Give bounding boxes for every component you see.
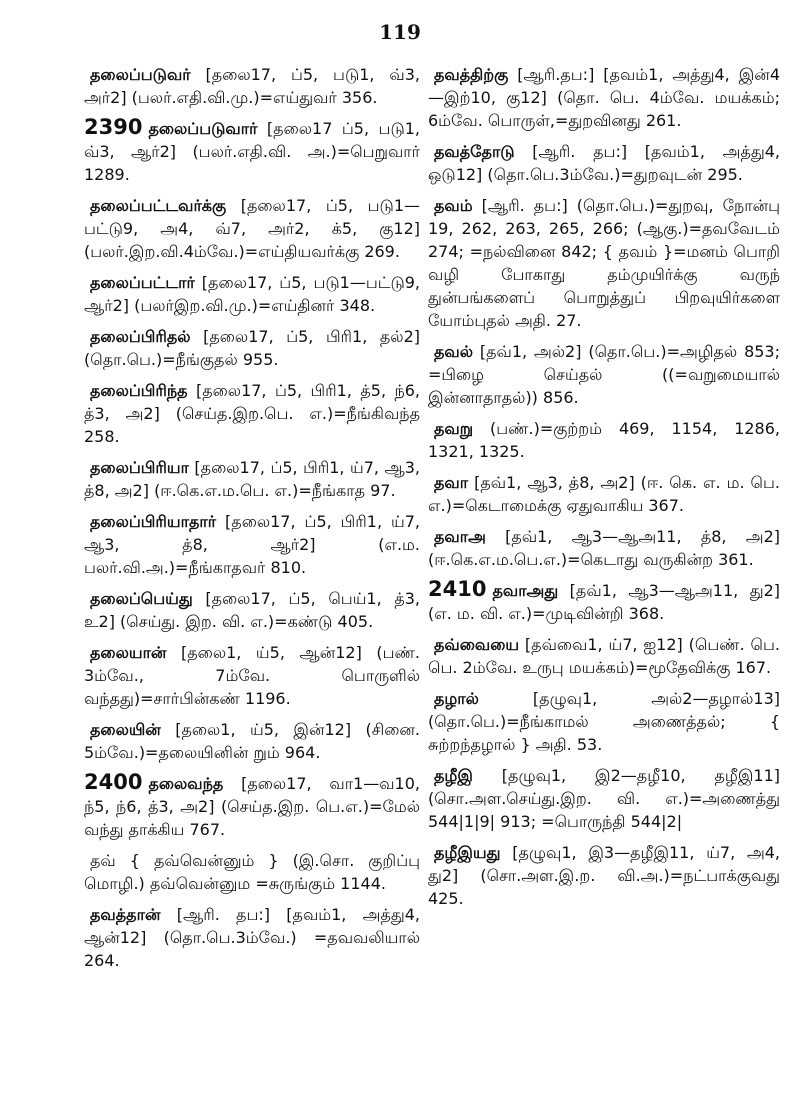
entry-headword: தவாஅ — [434, 527, 486, 546]
entry-definition: [தலை17, ப்5, பெய்1, த்3, உ2] (செய்து. இற. வி. எ.)=கண்டு 405. — [84, 589, 420, 631]
entry-definition: [தலை17, ப்5, பிரி1, ய்7, ஆ3, த்8, ஆர்2] (எ.ம. பலர்.வி.அ.)=நீங்காதவர் 810. — [84, 512, 420, 577]
entry-headword: தலைவந்த — [148, 774, 224, 793]
entry-headword: தவத்திற்கு — [434, 65, 509, 84]
dictionary-entry — [84, 586, 420, 633]
entry-headword: தவத்தோடு — [434, 142, 515, 161]
left-column — [84, 62, 420, 979]
entry-headword: தலைப்படுவர் — [90, 65, 191, 84]
page-number: 119 — [379, 20, 421, 44]
entry-definition: [தழுவு1, இ2—தழீ10, தழீஇ11] (சொ.அள.செய்து.இற. வி. எ.)=அணைத்து 544|1|9| 913; =பொருந்தி 544|2| — [428, 766, 780, 831]
dictionary-entry — [428, 686, 780, 756]
dictionary-entry — [84, 378, 420, 448]
entry-headword: தவாஅது — [492, 581, 559, 600]
entry-headword: தலைப்பட்டவர்க்கு — [90, 196, 227, 215]
entry-headword: தலையின் — [90, 720, 161, 739]
entry-definition: [ஆரி. தப:] (தொ.பெ.)=துறவு, நோன்பு 19, 262, 263, 265, 266; (ஆகு.)=தவவேடம் 274; =நல்வினை 842; { தவம் }=மனம் பொறி வழி போகாது தம்முயிர்க்கு வருந் துன்பங்களைப் பொறுத்துப் பிறவுயிர்களை யோம்புதல் அதி. 27. — [428, 196, 780, 330]
dictionary-entry — [428, 632, 780, 679]
entry-headword: தலைப்பிரியா — [90, 458, 189, 477]
entry-headword: தலைப்பட்டார் — [90, 273, 195, 292]
entry-definition: [ஆரி.தப:] [தவம்1, அத்து4, இன்4—இற்10, கு12] (தொ. பெ. 4ம்வே. மயக்கம்; 6ம்வே. பொருள்,=துறவினது 261. — [428, 65, 780, 130]
dictionary-entry — [84, 771, 420, 841]
dictionary-entry — [84, 455, 420, 502]
entry-definition: [தவ்வை1, ய்7, ஐ12] (பெண். பெ. பெ. 2ம்வே. உருபு மயக்கம்)=மூதேவிக்கு 167. — [428, 635, 780, 677]
dictionary-entry — [84, 848, 420, 895]
entry-definition: [ஆரி. தப:] [தவம்1, அத்து4, ஆன்12] (தொ.பெ.3ம்வே.) =தவவலியால் 264. — [84, 905, 420, 970]
entry-definition: (பண்.)=குற்றம் 469, 1154, 1286, 1321, 1325. — [428, 419, 780, 461]
entry-headword: தலைப்பெய்து — [90, 589, 193, 608]
entry-definition: [தலை17, ப்5, படு1—பட்டு9, அ4, வ்7, அர்2, க்5, கு12] (பலர்.இற.வி.4ம்வே.)=எய்தியவர்க்கு 269. — [84, 196, 420, 261]
entry-number: 2390 — [84, 115, 143, 139]
entry-headword: தழீஇ — [434, 766, 473, 785]
entry-headword: தழால் — [434, 689, 479, 708]
dictionary-entry — [84, 270, 420, 317]
dictionary-entry — [428, 840, 780, 910]
entry-number: 2410 — [428, 577, 487, 601]
entry-definition: [தவ்1, அல்2] (தொ.பெ.)=அழிதல் 853; =பிழை செய்தல் ((=வறுமையால் இன்னாதாதல்)) 856. — [428, 342, 780, 407]
entry-definition: [தலை17, ப்5, பிரி1, தல்2] (தொ.பெ.)=நீங்குதல் 955. — [84, 327, 420, 369]
entry-definition: [தலை17 ப்5, படு1, வ்3, ஆர்2] (பலர்.எதி.வி. அ.)=பெறுவார் 1289. — [84, 119, 420, 184]
entry-definition: [ஆரி. தப:] [தவம்1, அத்து4, ஒடு12] (தொ.பெ.3ம்வே.)=துறவுடன் 295. — [428, 142, 780, 184]
entry-headword: தவத்தான் — [90, 905, 161, 924]
dictionary-entry — [84, 509, 420, 579]
entry-definition: [தலை17, ப்5, பிரி1, ய்7, ஆ3, த்8, அ2] (ஈ.கெ.எ.ம.பெ. எ.)=நீங்காத 97. — [84, 458, 420, 500]
dictionary-entry — [84, 717, 420, 764]
dictionary-entry — [428, 339, 780, 409]
entry-definition: [தலை17, ப்5, படு1, வ்3, அர்2] (பலர்.எதி.வி.மு.)=எய்துவர் 356. — [84, 65, 420, 107]
entry-definition: [தலை17, ப்5, பிரி1, த்5, ந்6, த்3, அ2] (செய்த.இற.பெ. எ.)=நீங்கிவந்த 258. — [84, 381, 420, 446]
entry-headword: தழீஇயது — [434, 843, 501, 862]
entry-headword: தலைப்பிரிந்த — [90, 381, 188, 400]
entry-headword: தலையான் — [90, 643, 167, 662]
dictionary-entry — [84, 116, 420, 186]
entry-headword: தவம் — [434, 196, 473, 215]
entry-definition: [தவ்1, ஆ3, த்8, அ2] (ஈ. கெ. எ. ம. பெ. எ.)=கெடாமைக்கு ஏதுவாகிய 367. — [428, 473, 780, 515]
entry-number: 2400 — [84, 770, 143, 794]
entry-headword: தவறு — [434, 419, 474, 438]
dictionary-entry — [428, 139, 780, 186]
entry-definition: தவ் { தவ்வென்னும் } (இ.சொ. குறிப்பு மொழி.) தவ்வென்னும =சுருங்கும் 1144. — [84, 851, 420, 893]
dictionary-entry — [84, 62, 420, 109]
dictionary-entry — [428, 470, 780, 517]
dictionary-entry — [428, 578, 780, 625]
dictionary-entry — [84, 640, 420, 710]
entry-headword: தலைப்படுவார் — [148, 119, 258, 138]
dictionary-entry — [428, 62, 780, 132]
dictionary-entry — [84, 324, 420, 371]
dictionary-entry — [84, 193, 420, 263]
entry-definition: [தலை1, ய்5, இன்12] (சினை. 5ம்வே.)=தலையினின் றும் 964. — [84, 720, 420, 762]
entry-definition: [தலை17, ப்5, படு1—பட்டு9, ஆர்2] (பலர்இற.வி.மு.)=எய்தினர் 348. — [84, 273, 420, 315]
dictionary-entry — [84, 902, 420, 972]
entry-definition: [தலை1, ய்5, ஆன்12] (பண். 3ம்வே., 7ம்வே. பொருளில் வந்தது)=சார்பின்கண் 1196. — [84, 643, 420, 708]
entry-headword: தவ்வையை — [434, 635, 520, 654]
right-column — [428, 62, 780, 917]
dictionary-entry — [428, 416, 780, 463]
entry-definition: [தவ்1, ஆ3—ஆஅ11, து2] (எ. ம. வி. எ.)=முடிவின்றி 368. — [428, 581, 780, 623]
dictionary-entry — [428, 763, 780, 833]
entry-headword: தவல் — [434, 342, 474, 361]
entry-headword: தலைப்பிரியாதார் — [90, 512, 217, 531]
dictionary-entry — [428, 193, 780, 332]
dictionary-entry — [428, 524, 780, 571]
entry-definition: [தவ்1, ஆ3—ஆஅ11, த்8, அ2] (ஈ.கெ.எ.ம.பெ.எ.)=கெடாது வருகின்ற 361. — [428, 527, 780, 569]
entry-definition: [தழுவு1, அல்2—தழால்13] (தொ.பெ.)=நீங்காமல் அணைத்தல்; { சுற்றந்தழால் } அதி. 53. — [428, 689, 780, 754]
entry-definition: [தலை17, வா1—வ10, ந்5, ந்6, த்3, அ2] (செய்த.இற. பெ.எ.)=மேல் வந்து தாக்கிய 767. — [84, 774, 420, 839]
entry-definition: [தழுவு1, இ3—தழீஇ11, ய்7, அ4, து2] (சொ.அள.இ.ற. வி.அ.)=நட்பாக்குவது 425. — [428, 843, 780, 908]
entry-headword: தலைப்பிரிதல் — [90, 327, 191, 346]
entry-headword: தவா — [434, 473, 469, 492]
